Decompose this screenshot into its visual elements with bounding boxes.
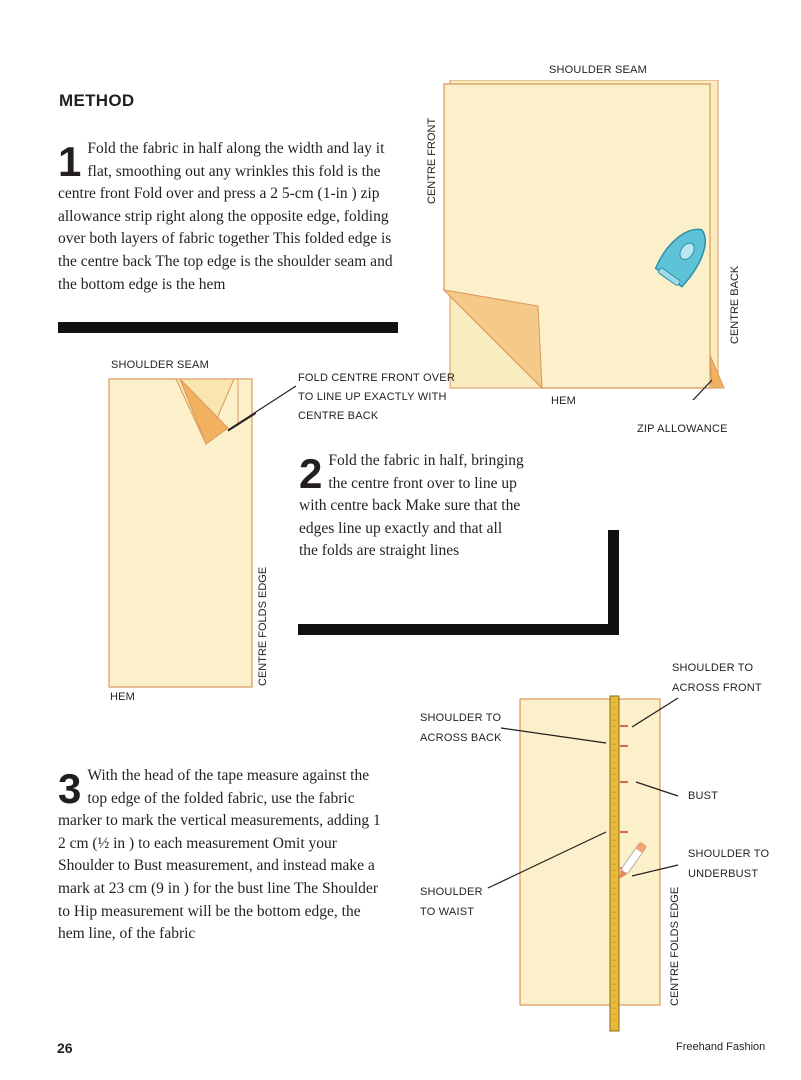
label-line: ACROSS FRONT — [672, 682, 762, 694]
label-centre-folds-edge-1: CENTRE FOLDS EDGE — [257, 566, 269, 686]
label-shoulder-seam-2: SHOULDER SEAM — [111, 359, 209, 371]
label-shoulder-across-front — [672, 658, 762, 698]
label-fold-line-1: FOLD CENTRE FRONT OVER — [298, 372, 455, 384]
step-3 — [58, 765, 388, 946]
divider-bar-horizontal — [298, 624, 619, 635]
label-shoulder-across-back — [420, 708, 502, 748]
divider-bar-vertical — [608, 530, 619, 635]
label-line: ACROSS BACK — [420, 732, 502, 744]
book-title: Freehand Fashion — [676, 1041, 766, 1053]
label-centre-back: CENTRE BACK — [729, 265, 741, 344]
label-fold-line-3: CENTRE BACK — [298, 410, 379, 422]
page-number: 26 — [57, 1040, 73, 1056]
divider-bar — [58, 322, 398, 333]
step-3-text: With the head of the tape measure against the top edge of the folded fabric, use the fabric marker to mark the vertical measurements, adding 1 2 cm (½ in ) to each measurement Omit your Shoulder to Bust measurement, and instead make a mark at 23 cm (9 in ) for the bust line The Shoulder to Hip measurement will be the bottom edge, the hem line, of the fabric — [58, 767, 381, 943]
label-line: SHOULDER TO — [688, 848, 770, 860]
leader-line — [226, 380, 306, 440]
step-1 — [58, 138, 398, 296]
step-2 — [299, 450, 524, 563]
label-hem-2: HEM — [110, 691, 136, 703]
step-1-number: 1 — [58, 138, 82, 185]
label-shoulder-seam-1: SHOULDER SEAM — [549, 64, 647, 76]
method-heading: METHOD — [59, 91, 135, 110]
label-fold-instruction — [298, 369, 455, 426]
label-fold-line-2: TO LINE UP EXACTLY WITH — [298, 391, 447, 403]
label-hem-1: HEM — [551, 395, 577, 407]
step-3-number: 3 — [58, 765, 82, 812]
step-2-number: 2 — [299, 450, 323, 497]
label-shoulder-underbust — [688, 844, 769, 884]
label-centre-front: CENTRE FRONT — [426, 117, 438, 204]
step-2-text: Fold the fabric in half, bringing the centre front over to line up with centre back Make sure that the edges line up exactly and that all the folds are straight lines — [299, 452, 524, 560]
label-line: TO WAIST — [420, 906, 475, 918]
diagram-fold-fabric — [440, 80, 740, 400]
label-shoulder-waist — [420, 882, 483, 922]
label-bust: BUST — [688, 790, 719, 802]
tape-measure-icon — [610, 696, 619, 1031]
label-line: UNDERBUST — [688, 868, 759, 880]
label-centre-folds-edge-2: CENTRE FOLDS EDGE — [669, 886, 681, 1006]
step-1-text: Fold the fabric in half along the width and lay it flat, smoothing out any wrinkles this fold is the centre front Fold over and press a 2 5-cm (1-in ) zip allowance strip right along the opposite edge, folding over both layers of fabric together This folded edge is the centre back The top edge is the shoulder seam and the bottom edge is the hem — [58, 140, 393, 293]
label-line: SHOULDER TO — [420, 712, 502, 724]
label-line: SHOULDER — [420, 886, 483, 898]
label-line: SHOULDER TO — [672, 662, 754, 674]
label-zip-allowance: ZIP ALLOWANCE — [637, 423, 728, 435]
